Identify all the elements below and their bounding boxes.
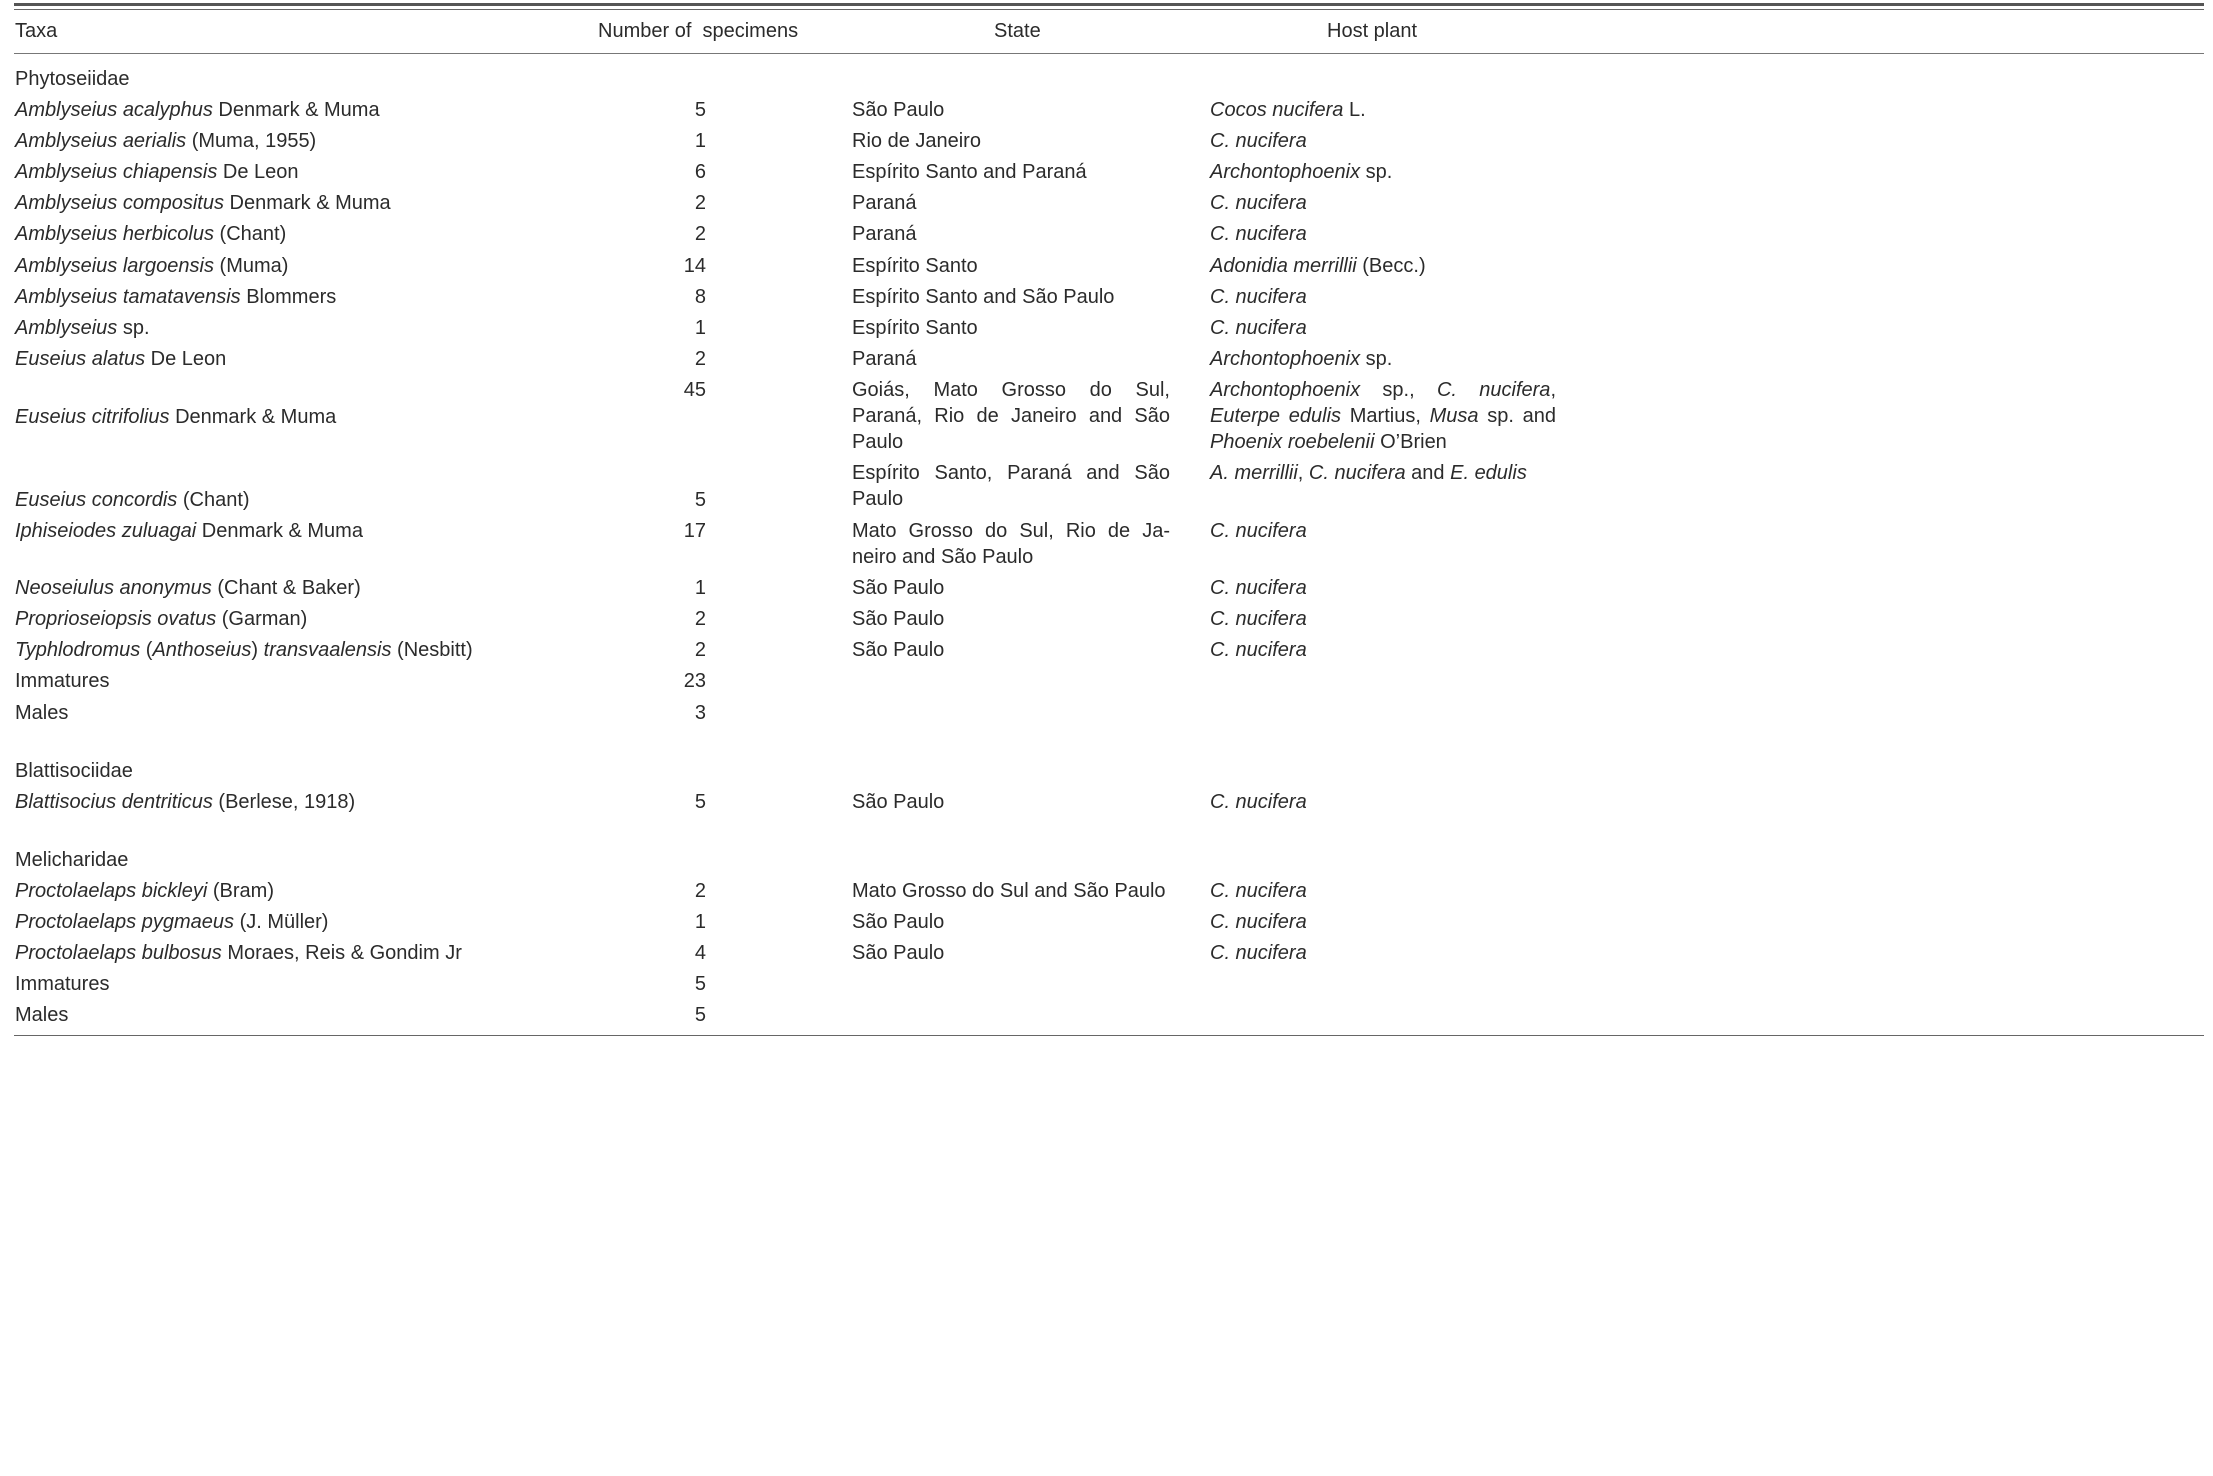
text-run: C. nucifera — [1210, 608, 1307, 630]
specimen-count-cell: 17 — [683, 520, 706, 542]
state-cell: Espírito Santo — [852, 255, 978, 277]
table-row — [0, 190, 2213, 220]
table-header — [0, 18, 2213, 48]
specimen-count-cell: 2 — [694, 639, 706, 661]
state-cell: Espírito Santo, Paraná and São Paulo — [852, 462, 1170, 510]
text-run: Blattisocius dentriticus — [15, 791, 213, 813]
state-cell: Paraná — [852, 192, 917, 214]
text-run: sp. — [1360, 348, 1393, 370]
text-run: transvaalensis — [263, 639, 392, 661]
state-cell: Espírito Santo — [852, 317, 978, 339]
text-run: (Bram) — [207, 880, 274, 902]
host-plant-cell — [1210, 460, 1556, 486]
specimen-count-cell: 8 — [694, 286, 706, 308]
text-run: sp. — [117, 317, 150, 339]
text-run: C. nucifera — [1210, 791, 1307, 813]
table-row — [0, 1002, 2213, 1032]
specimen-count-cell: 5 — [694, 973, 706, 995]
taxa-cell — [15, 971, 109, 997]
text-run: C. nucifera — [1210, 577, 1307, 599]
text-run: Anthoseius — [152, 639, 252, 661]
specimen-count-cell: 5 — [694, 99, 706, 121]
table-row — [0, 758, 2213, 788]
table-row — [0, 789, 2213, 819]
host-plant-cell — [1210, 377, 1556, 455]
state-cell: São Paulo — [852, 942, 945, 964]
text-run: (J. Müller) — [234, 911, 329, 933]
text-run: Moraes, Reis & Gondim Jr — [221, 942, 462, 964]
host-plant-cell — [1210, 284, 1556, 310]
text-run: Denmark & Muma — [212, 99, 380, 121]
text-run: (Muma, 1955) — [186, 130, 317, 152]
text-run: C. nucifera — [1210, 880, 1307, 902]
text-run: Proctolaelaps bulbosus — [15, 942, 222, 964]
text-run: (Becc.) — [1356, 255, 1426, 277]
text-run: Phytoseiidae — [15, 68, 130, 90]
text-run: (Chant) — [213, 223, 287, 245]
host-plant-cell — [1210, 159, 1556, 185]
text-run: De Leon — [145, 348, 227, 370]
text-run: , — [1297, 462, 1309, 484]
state-cell: Paraná — [852, 223, 917, 245]
text-run: Adonidia merrillii — [1210, 255, 1357, 277]
text-run: De Leon — [217, 161, 299, 183]
table-row — [0, 377, 2213, 453]
state-cell: São Paulo — [852, 577, 945, 599]
host-plant-cell — [1210, 315, 1556, 341]
host-plant-cell — [1210, 97, 1556, 123]
text-run: O’Brien — [1374, 431, 1447, 453]
host-plant-cell — [1210, 606, 1556, 632]
taxa-cell — [15, 404, 336, 430]
specimen-count-cell: 23 — [683, 670, 706, 692]
host-plant-cell — [1210, 637, 1556, 663]
taxa-cell — [15, 253, 288, 279]
host-plant-cell — [1210, 190, 1556, 216]
specimen-count-cell: 5 — [694, 791, 706, 813]
taxa-cell — [15, 940, 462, 966]
table-row — [0, 66, 2213, 96]
taxa-cell — [15, 909, 328, 935]
table-row — [0, 637, 2213, 667]
taxa-cell — [15, 487, 250, 513]
host-plant-cell — [1210, 575, 1556, 601]
taxa-cell — [15, 758, 133, 784]
state-cell: Mato Grosso do Sul and São Paulo — [852, 880, 1166, 902]
taxa-cell — [15, 518, 363, 544]
text-run: C. nucifera — [1210, 192, 1307, 214]
host-plant-cell — [1210, 789, 1556, 815]
header-host-plant: Host plant — [1327, 20, 1418, 42]
host-plant-cell — [1210, 128, 1556, 154]
header-number: Number of specimens — [598, 20, 799, 42]
specimen-count-cell: 5 — [694, 489, 706, 511]
text-run: Euterpe edulis — [1210, 405, 1342, 427]
text-run: Neoseiulus anonymus — [15, 577, 212, 599]
text-run: E. edulis — [1450, 462, 1527, 484]
text-run: C. nucifera — [1210, 942, 1307, 964]
text-run: sp., — [1360, 379, 1437, 401]
host-plant-cell — [1210, 253, 1556, 279]
taxa-cell — [15, 700, 68, 726]
specimen-count-cell: 5 — [694, 1004, 706, 1026]
specimen-count-cell: 14 — [683, 255, 706, 277]
top-rule — [14, 3, 2204, 6]
text-run: (Nesbitt) — [391, 639, 473, 661]
taxa-cell — [15, 1002, 68, 1028]
text-run: Typhlodromus — [15, 639, 141, 661]
table-row — [0, 284, 2213, 314]
state-cell: São Paulo — [852, 99, 945, 121]
text-run: Amblyseius tamatavensis — [15, 286, 241, 308]
table-row — [0, 460, 2213, 511]
specimen-count-cell: 1 — [694, 317, 706, 339]
text-run: A. merrillii — [1210, 462, 1298, 484]
text-run: Amblyseius chiapensis — [15, 161, 218, 183]
specimen-count-cell: 2 — [694, 348, 706, 370]
table-row — [0, 971, 2213, 1001]
specimen-count-cell: 6 — [694, 161, 706, 183]
text-run: Euseius concordis — [15, 489, 178, 511]
state-cell: Rio de Janeiro — [852, 130, 981, 152]
taxa-cell — [15, 128, 316, 154]
text-run: Blommers — [240, 286, 337, 308]
text-run: Amblyseius largoensis — [15, 255, 214, 277]
taxa-cell — [15, 606, 307, 632]
text-run: Denmark & Muma — [223, 192, 391, 214]
state-cell: Paraná — [852, 348, 917, 370]
taxa-cell — [15, 284, 336, 310]
table-row — [0, 253, 2213, 283]
text-run: (Garman) — [216, 608, 308, 630]
specimen-count-cell: 1 — [694, 911, 706, 933]
text-run: Euseius citrifolius — [15, 406, 170, 428]
table-row — [0, 878, 2213, 908]
host-plant-cell — [1210, 878, 1556, 904]
text-run: Males — [15, 1004, 69, 1026]
taxa-cell — [15, 789, 355, 815]
text-run: (Chant & Baker) — [211, 577, 361, 599]
specimen-count-cell: 2 — [694, 608, 706, 630]
taxa-cell — [15, 847, 128, 873]
state-cell: São Paulo — [852, 608, 945, 630]
specimen-count-cell: 2 — [694, 223, 706, 245]
text-run: Amblyseius — [15, 317, 118, 339]
taxa-cell — [15, 575, 361, 601]
text-run: C. nucifera — [1210, 520, 1307, 542]
table-row — [0, 518, 2213, 568]
specimen-count-cell: 2 — [694, 192, 706, 214]
table-row — [0, 940, 2213, 970]
specimen-count-cell: 45 — [683, 379, 706, 401]
text-run: (Muma) — [213, 255, 289, 277]
table-row — [0, 128, 2213, 158]
header-taxa: Taxa — [15, 20, 58, 42]
text-run: C. nucifera — [1210, 130, 1307, 152]
bottom-rule — [14, 1035, 2204, 1036]
text-run: Proctolaelaps pygmaeus — [15, 911, 235, 933]
text-run: Amblyseius compositus — [15, 192, 224, 214]
text-run: Proprioseiopsis ovatus — [15, 608, 217, 630]
host-plant-cell — [1210, 346, 1556, 372]
state-cell: Espírito Santo and Paraná — [852, 161, 1087, 183]
taxa-cell — [15, 66, 130, 92]
table-row — [0, 668, 2213, 698]
text-run: Amblyseius aerialis — [15, 130, 187, 152]
text-run: Melicharidae — [15, 849, 129, 871]
table-row — [0, 606, 2213, 636]
table-row — [0, 221, 2213, 251]
text-run: sp. — [1360, 161, 1393, 183]
text-run: Amblyseius acalyphus — [15, 99, 213, 121]
table-row — [0, 159, 2213, 189]
specimen-count-cell: 4 — [694, 942, 706, 964]
text-run: Musa — [1429, 405, 1479, 427]
specimen-count-cell: 3 — [694, 702, 706, 724]
text-run: C. nucifera — [1210, 639, 1307, 661]
text-run: C. nucifera — [1210, 286, 1307, 308]
text-run: Amblyseius herbicolus — [15, 223, 214, 245]
specimen-count-cell: 1 — [694, 130, 706, 152]
state-cell: Espírito Santo and São Paulo — [852, 286, 1115, 308]
text-run: Cocos nucifera — [1210, 99, 1344, 121]
text-run: , — [1550, 379, 1556, 401]
table-row — [0, 575, 2213, 605]
text-run: ) — [251, 639, 264, 661]
text-run: C. nucifera — [1210, 223, 1307, 245]
text-run: C. nucifera — [1210, 911, 1307, 933]
taxa-cell — [15, 637, 473, 663]
text-run: L. — [1343, 99, 1366, 121]
state-cell: São Paulo — [852, 791, 945, 813]
text-run: Denmark & Muma — [169, 406, 337, 428]
text-run: Immatures — [15, 973, 110, 995]
specimen-count-cell: 2 — [694, 880, 706, 902]
state-cell: São Paulo — [852, 911, 945, 933]
top-rule-thin — [14, 9, 2204, 10]
text-run: Phoenix roebelenii — [1210, 431, 1375, 453]
text-run: Blattisociidae — [15, 760, 133, 782]
host-plant-cell — [1210, 909, 1556, 935]
text-run: and — [1405, 462, 1451, 484]
text-run: Denmark & Muma — [196, 520, 363, 542]
text-run: sp. and — [1478, 405, 1556, 427]
text-run: Archontophoenix — [1210, 161, 1361, 183]
table-row — [0, 346, 2213, 376]
state-cell: São Paulo — [852, 639, 945, 661]
text-run: Archontophoenix — [1210, 348, 1361, 370]
text-run: (Berlese, 1918) — [212, 791, 356, 813]
text-run: Males — [15, 702, 69, 724]
table-row — [0, 847, 2213, 877]
taxa-cell — [15, 878, 274, 904]
state-cell: Mato Grosso do Sul, Rio de Ja-neiro and São Paulo — [852, 520, 1170, 568]
taxa-cell — [15, 221, 286, 247]
text-run: C. nucifera — [1210, 317, 1307, 339]
header-state: State — [994, 20, 1041, 42]
header-rule — [14, 53, 2204, 54]
table-row — [0, 97, 2213, 127]
taxa-cell — [15, 190, 391, 216]
table-row — [0, 315, 2213, 345]
text-run: Iphiseiodes zuluagai — [15, 520, 197, 542]
taxa-cell — [15, 159, 299, 185]
host-plant-cell — [1210, 221, 1556, 247]
taxa-cell — [15, 668, 109, 694]
text-run: Immatures — [15, 670, 110, 692]
table-row — [0, 909, 2213, 939]
text-run: C. nucifera — [1308, 462, 1406, 484]
state-cell: Goiás, Mato Grosso do Sul, Paraná, Rio de Janeiro and São Paulo — [852, 379, 1170, 453]
host-plant-cell — [1210, 940, 1556, 966]
host-plant-cell — [1210, 518, 1556, 544]
text-run: Proctolaelaps bickleyi — [15, 880, 208, 902]
taxa-cell — [15, 346, 226, 372]
text-run: Martius, — [1341, 405, 1430, 427]
text-run: Euseius alatus — [15, 348, 146, 370]
text-run: ( — [140, 639, 153, 661]
specimen-count-cell: 1 — [694, 577, 706, 599]
taxa-cell — [15, 97, 380, 123]
table-row — [0, 700, 2213, 730]
taxa-cell — [15, 315, 150, 341]
text-run: Archontophoenix — [1210, 379, 1361, 401]
text-run: (Chant) — [177, 489, 250, 511]
text-run: C. nucifera — [1436, 379, 1551, 401]
